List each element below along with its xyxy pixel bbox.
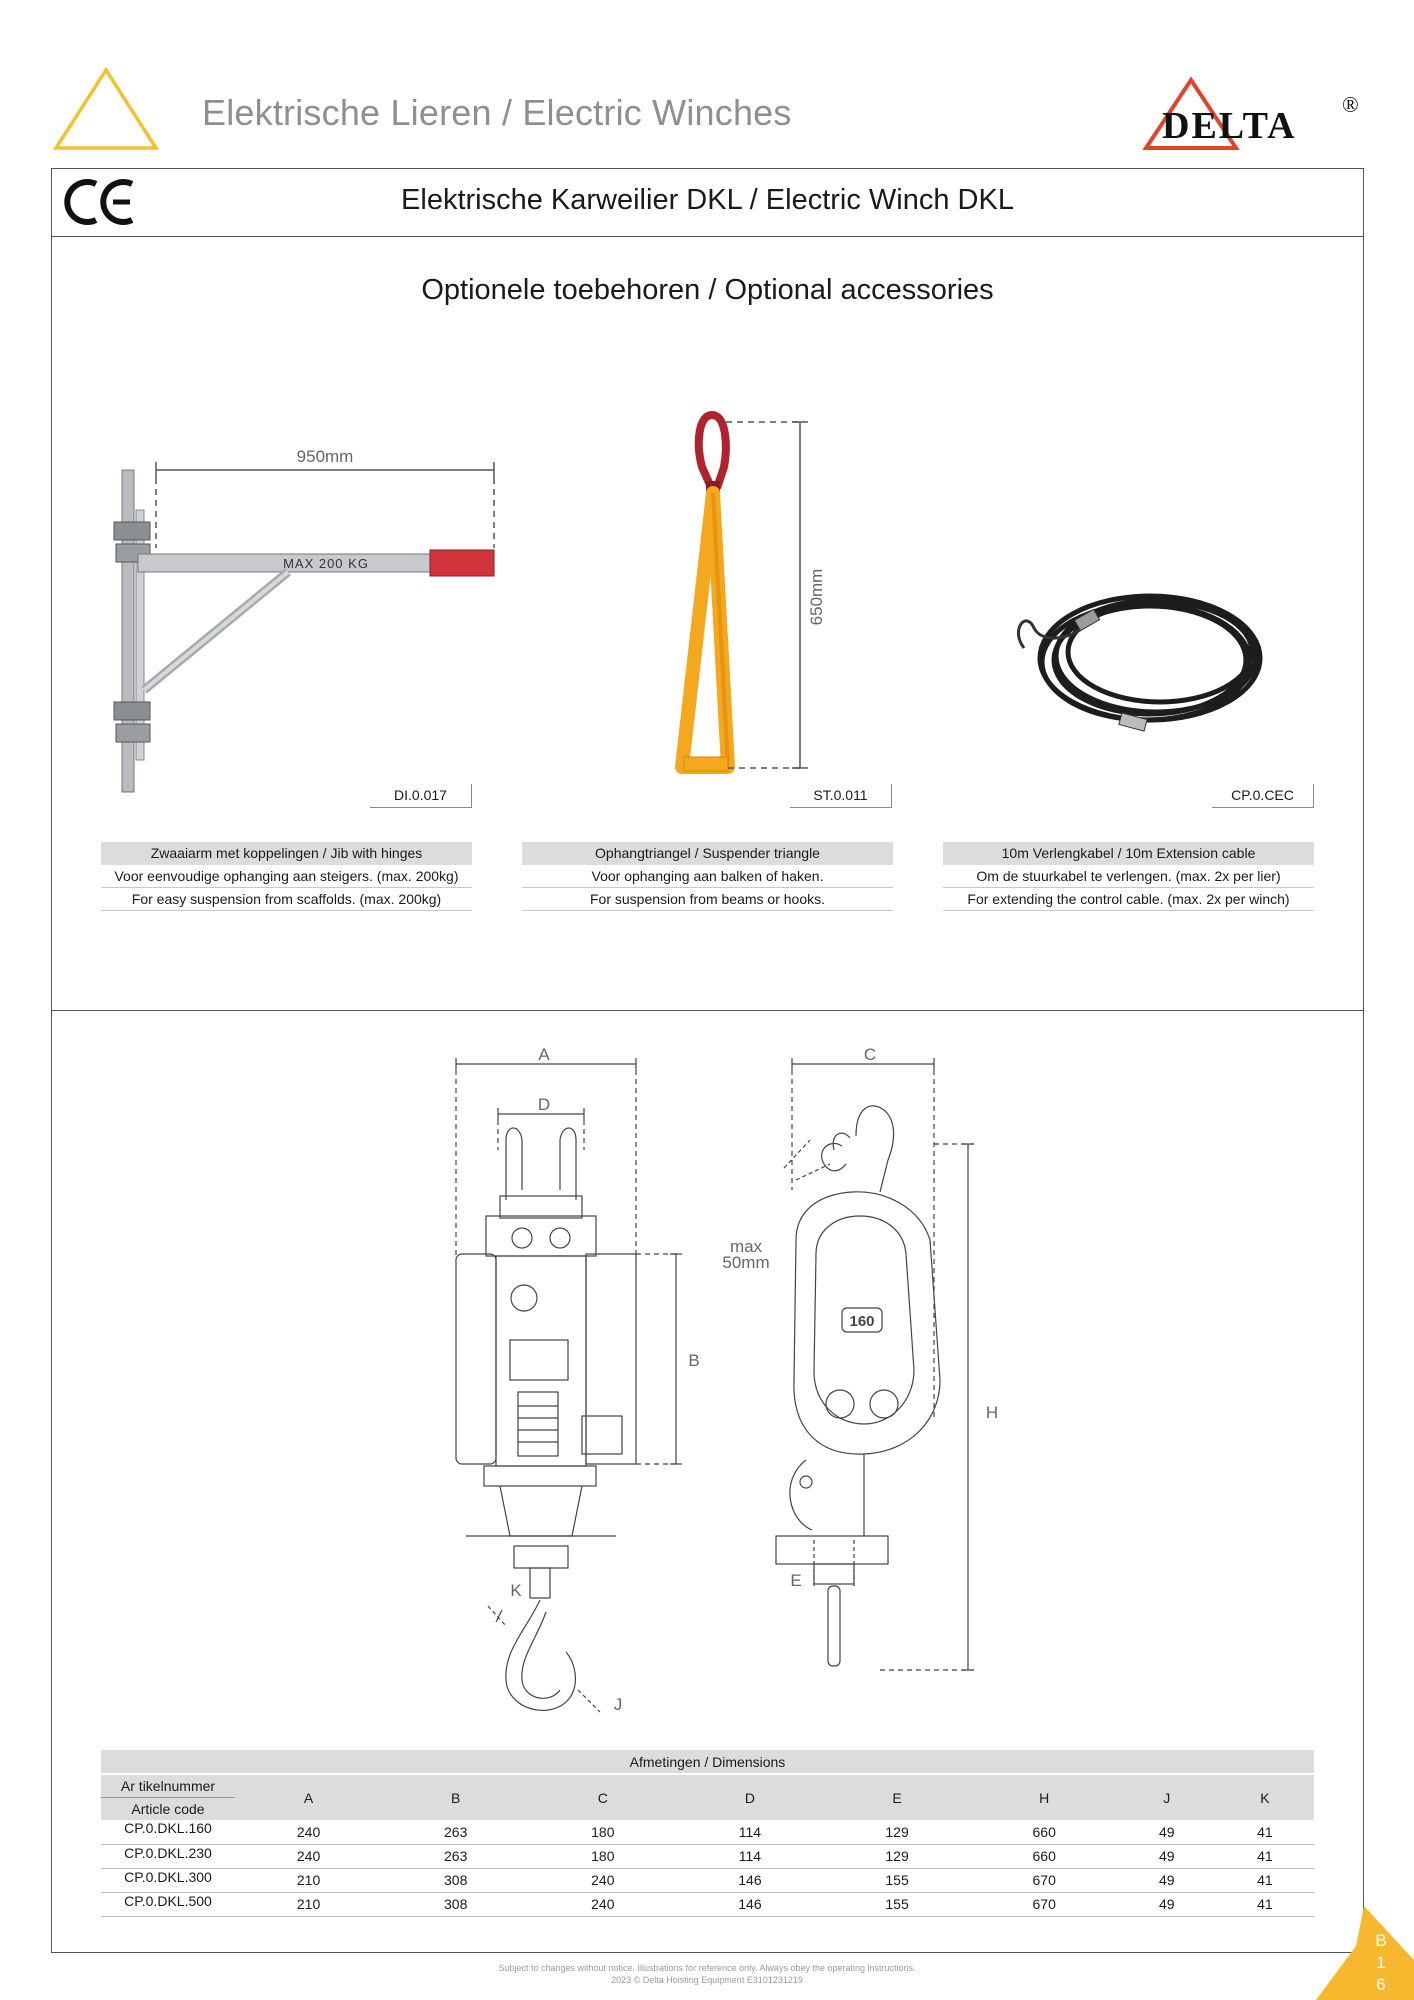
value-b: 263 [382,1844,529,1868]
jib-code: DI.0.017 [370,784,472,808]
article-code: CP.0.DKL.500 [101,1892,235,1916]
warning-triangle-icon [52,66,160,152]
col-header-e: E [824,1774,971,1820]
cable-title: 10m Verlengkabel / 10m Extension cable [943,842,1314,865]
value-b: 263 [382,1820,529,1844]
dim-label-h: H [985,1403,999,1422]
page-digit-1: 1 [1376,1953,1386,1972]
footer [0,1962,1414,1986]
value-e: 155 [824,1892,971,1916]
value-e: 129 [824,1844,971,1868]
value-k: 41 [1216,1868,1314,1892]
dim-label-c: C [863,1045,877,1064]
value-c: 240 [529,1892,676,1916]
jib-with-hinges-image [108,440,508,800]
value-d: 114 [676,1820,823,1844]
value-e: 155 [824,1868,971,1892]
jib-line-en: For easy suspension from scaffolds. (max. 200kg) [101,888,472,911]
dim-label-a: A [538,1045,550,1064]
value-k: 41 [1216,1820,1314,1844]
jib-load-label: MAX 200 KG [283,556,369,571]
col-header-b: B [382,1774,529,1820]
page-corner-tab [1316,1906,1414,2000]
article-number-header: Ar tikelnummer [101,1774,235,1797]
value-c: 180 [529,1820,676,1844]
article-code: CP.0.DKL.230 [101,1844,235,1868]
value-h: 660 [971,1844,1118,1868]
col-header-d: D [676,1774,823,1820]
article-code-header: Article code [101,1797,235,1820]
table-row [101,1892,1314,1916]
suspender-triangle-image [670,405,840,815]
value-a: 210 [235,1892,382,1916]
dim-label-d: D [537,1095,551,1114]
value-c: 180 [529,1844,676,1868]
product-title: Elektrische Karweilier DKL / Electric Winch DKL [401,184,1014,216]
dim-label-k: K [510,1581,522,1600]
value-j: 49 [1118,1868,1216,1892]
jib-dimension-label: 950mm [296,447,354,466]
cable-line-en: For extending the control cable. (max. 2x per winch) [943,888,1314,911]
value-k: 41 [1216,1892,1314,1916]
value-j: 49 [1118,1844,1216,1868]
dim-label-j: J [613,1695,623,1714]
dim-label-e: E [790,1571,802,1590]
max-50mm-label: 50mm [722,1253,770,1272]
accessories-section-title: Optionele toebehoren / Optional accessories [421,274,994,306]
value-j: 49 [1118,1892,1216,1916]
winch-technical-drawing [440,1040,1020,1730]
svg-text:DELTA: DELTA [1162,105,1297,147]
triangle-code: ST.0.011 [790,784,892,808]
page-header-title: Elektrische Lieren / Electric Winches [202,92,792,133]
col-header-k: K [1216,1774,1314,1820]
table-row [101,1820,1314,1844]
col-header-j: J [1118,1774,1216,1820]
value-j: 49 [1118,1820,1216,1844]
value-c: 240 [529,1868,676,1892]
table-row [101,1868,1314,1892]
col-header-a: A [235,1774,382,1820]
value-a: 240 [235,1844,382,1868]
value-h: 660 [971,1820,1118,1844]
cable-line-nl: Om de stuurkabel te verlengen. (max. 2x per lier) [943,865,1314,888]
extension-cable-image [1000,570,1280,750]
jib-description [101,842,472,911]
jib-title: Zwaaiarm met koppelingen / Jib with hinges [101,842,472,865]
article-code: CP.0.DKL.160 [101,1820,235,1844]
table-row [101,1844,1314,1868]
value-d: 146 [676,1868,823,1892]
value-d: 114 [676,1844,823,1868]
delta-logo [1136,76,1368,152]
page-digit-2 [1372,1974,1390,1984]
value-e: 129 [824,1820,971,1844]
triangle-dimension-label: 650mm [807,568,826,626]
article-code: CP.0.DKL.300 [101,1868,235,1892]
value-b: 308 [382,1868,529,1892]
svg-text:®: ® [1342,92,1359,117]
cable-description [943,842,1314,911]
value-d: 146 [676,1892,823,1916]
dim-label-b: B [688,1351,700,1370]
cable-code: CP.0.CEC [1212,784,1314,808]
triangle-line-en: For suspension from beams or hooks. [522,888,893,911]
jib-line-nl: Voor eenvoudige ophanging aan steigers. (max. 200kg) [101,865,472,888]
col-header-h: H [971,1774,1118,1820]
value-h: 670 [971,1868,1118,1892]
max-label: max [729,1237,763,1256]
value-a: 210 [235,1868,382,1892]
capacity-badge: 160 [849,1313,875,1330]
footer-copyright: 2023 © Delta Hoisting Equipment E3101231219 [611,1975,803,1985]
dimensions-caption: Afmetingen / Dimensions [101,1750,1314,1774]
triangle-title: Ophangtriangel / Suspender triangle [522,842,893,865]
value-k: 41 [1216,1844,1314,1868]
triangle-description [522,842,893,911]
dimensions-table [101,1750,1314,1917]
col-header-c: C [529,1774,676,1820]
section-letter: B [1375,1931,1387,1950]
value-b: 308 [382,1892,529,1916]
footer-disclaimer: Subject to changes without notice. Illustrations for reference only. Always obey the operating instructions. [498,1963,916,1973]
value-h: 670 [971,1892,1118,1916]
triangle-line-nl: Voor ophanging aan balken of haken. [522,865,893,888]
value-a: 240 [235,1820,382,1844]
page-section-label [1372,1930,1390,1984]
